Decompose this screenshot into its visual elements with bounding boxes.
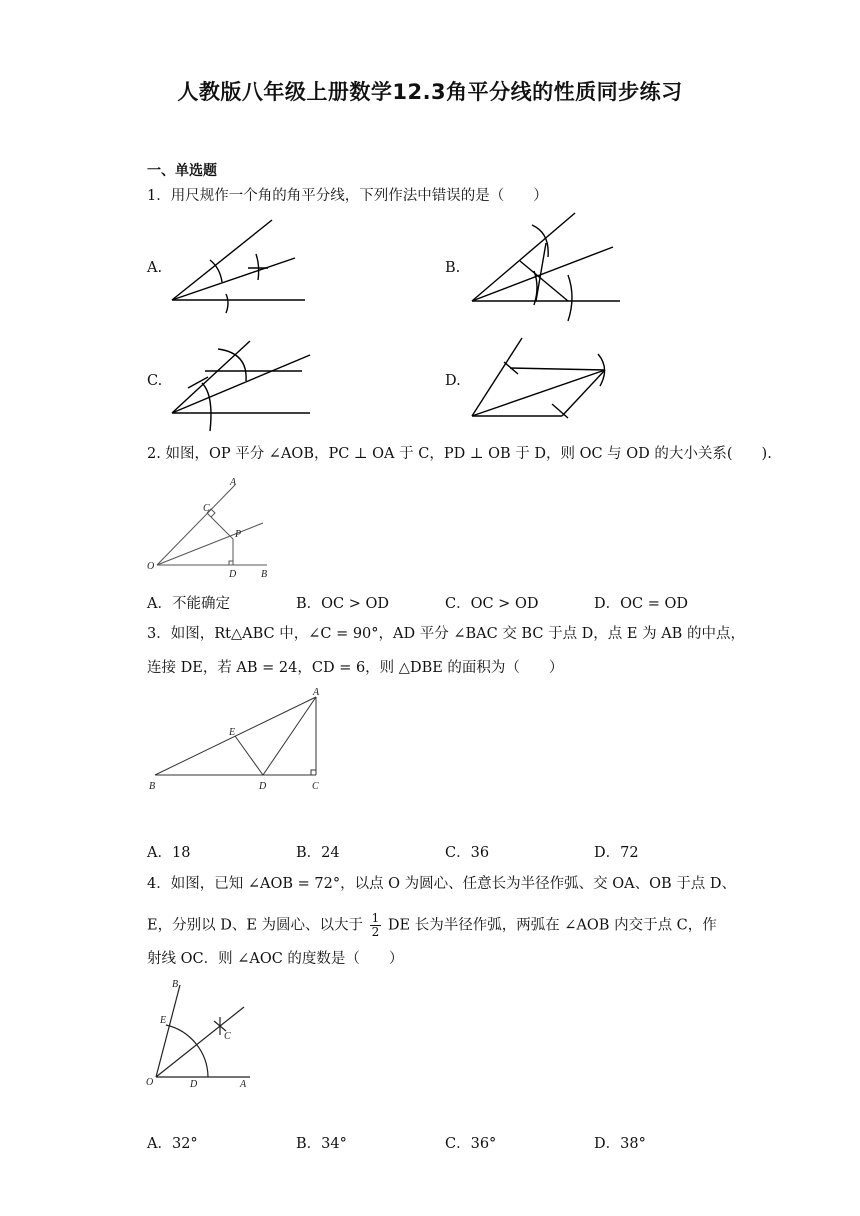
q4-label-o: O [146,1077,154,1088]
q2-option-c: C．OC > OD [445,596,539,612]
q4-fraction-den: 2 [371,925,380,939]
q1-figure-c [160,333,320,433]
q2-label-o: O [147,561,155,572]
question-4-stem-line-3: 射线 OC．则 ∠AOC 的度数是（ ） [147,951,404,967]
q1-figure-a [160,208,320,318]
q4-option-c: C．36° [445,1136,497,1152]
q2-label-c: C [203,503,210,514]
q4-figure [140,975,260,1090]
q3-label-a: A [313,687,320,698]
question-3-stem-line-2: 连接 DE，若 AB = 24，CD = 6，则 △DBE 的面积为（ ） [147,660,564,676]
q4-fraction-num: 1 [371,911,380,925]
q3-option-c: C．36 [445,845,490,861]
q4-stem-2a: E，分别以 D、E 为圆心、以大于 [147,917,364,934]
q4-option-d: D．38° [594,1136,646,1152]
q2-figure [145,475,285,585]
q3-label-d: D [259,781,267,792]
q2-label-p: P [235,529,242,540]
q4-label-a: A [240,1079,247,1090]
q3-option-a: A．18 [147,845,191,861]
question-4-stem-line-2 [147,912,717,939]
q2-option-b: B．OC > OD [296,596,390,612]
q2-label-b: B [261,569,268,580]
question-2-stem: 2. 如图，OP 平分 ∠AOB，PC ⊥ OA 于 C，PD ⊥ OB 于 D，则 OC 与 OD 的大小关系( ). [147,446,772,462]
q1-option-a-label: A. [147,260,163,276]
q4-label-c: C [224,1031,231,1042]
q4-label-e: E [160,1015,167,1026]
q1-figure-b [460,205,630,330]
q3-label-e: E [229,727,236,738]
q1-option-b-label: B. [445,260,461,276]
q4-option-a: A．32° [147,1136,198,1152]
q3-figure [145,685,335,795]
q3-option-b: B．24 [296,845,340,861]
q1-figure-d [460,330,630,425]
q2-label-d: D [229,569,237,580]
q4-label-d: D [190,1079,198,1090]
q4-option-b: B．34° [296,1136,347,1152]
q1-option-d-label: D. [445,373,461,389]
q4-fraction [370,912,382,939]
q2-option-d: D．OC = OD [594,596,688,612]
question-3-stem-line-1: 3．如图，Rt△ABC 中，∠C = 90°，AD 平分 ∠BAC 交 BC 于点 D，点 E 为 AB 的中点， [147,626,745,642]
q2-label-a: A [230,477,237,488]
q4-label-b: B [172,979,179,990]
page-title: 人教版八年级上册数学12.3角平分线的性质同步练习 [177,80,683,104]
q3-option-d: D．72 [594,845,639,861]
q2-option-a: A．不能确定 [147,596,230,612]
q3-label-c: C [312,781,319,792]
question-4-stem-line-1: 4．如图，已知 ∠AOB = 72°，以点 O 为圆心、任意长为半径作弧、交 OA、OB 于点 D、 [147,876,737,892]
question-1-stem: 1．用尺规作一个角的角平分线，下列作法中错误的是（ ） [147,188,548,204]
section-heading: 一、单选题 [147,163,217,179]
q1-option-c-label: C. [147,373,163,389]
q4-stem-2b: DE 长为半径作弧，两弧在 ∠AOB 内交于点 C，作 [387,917,717,934]
q3-label-b: B [149,781,156,792]
